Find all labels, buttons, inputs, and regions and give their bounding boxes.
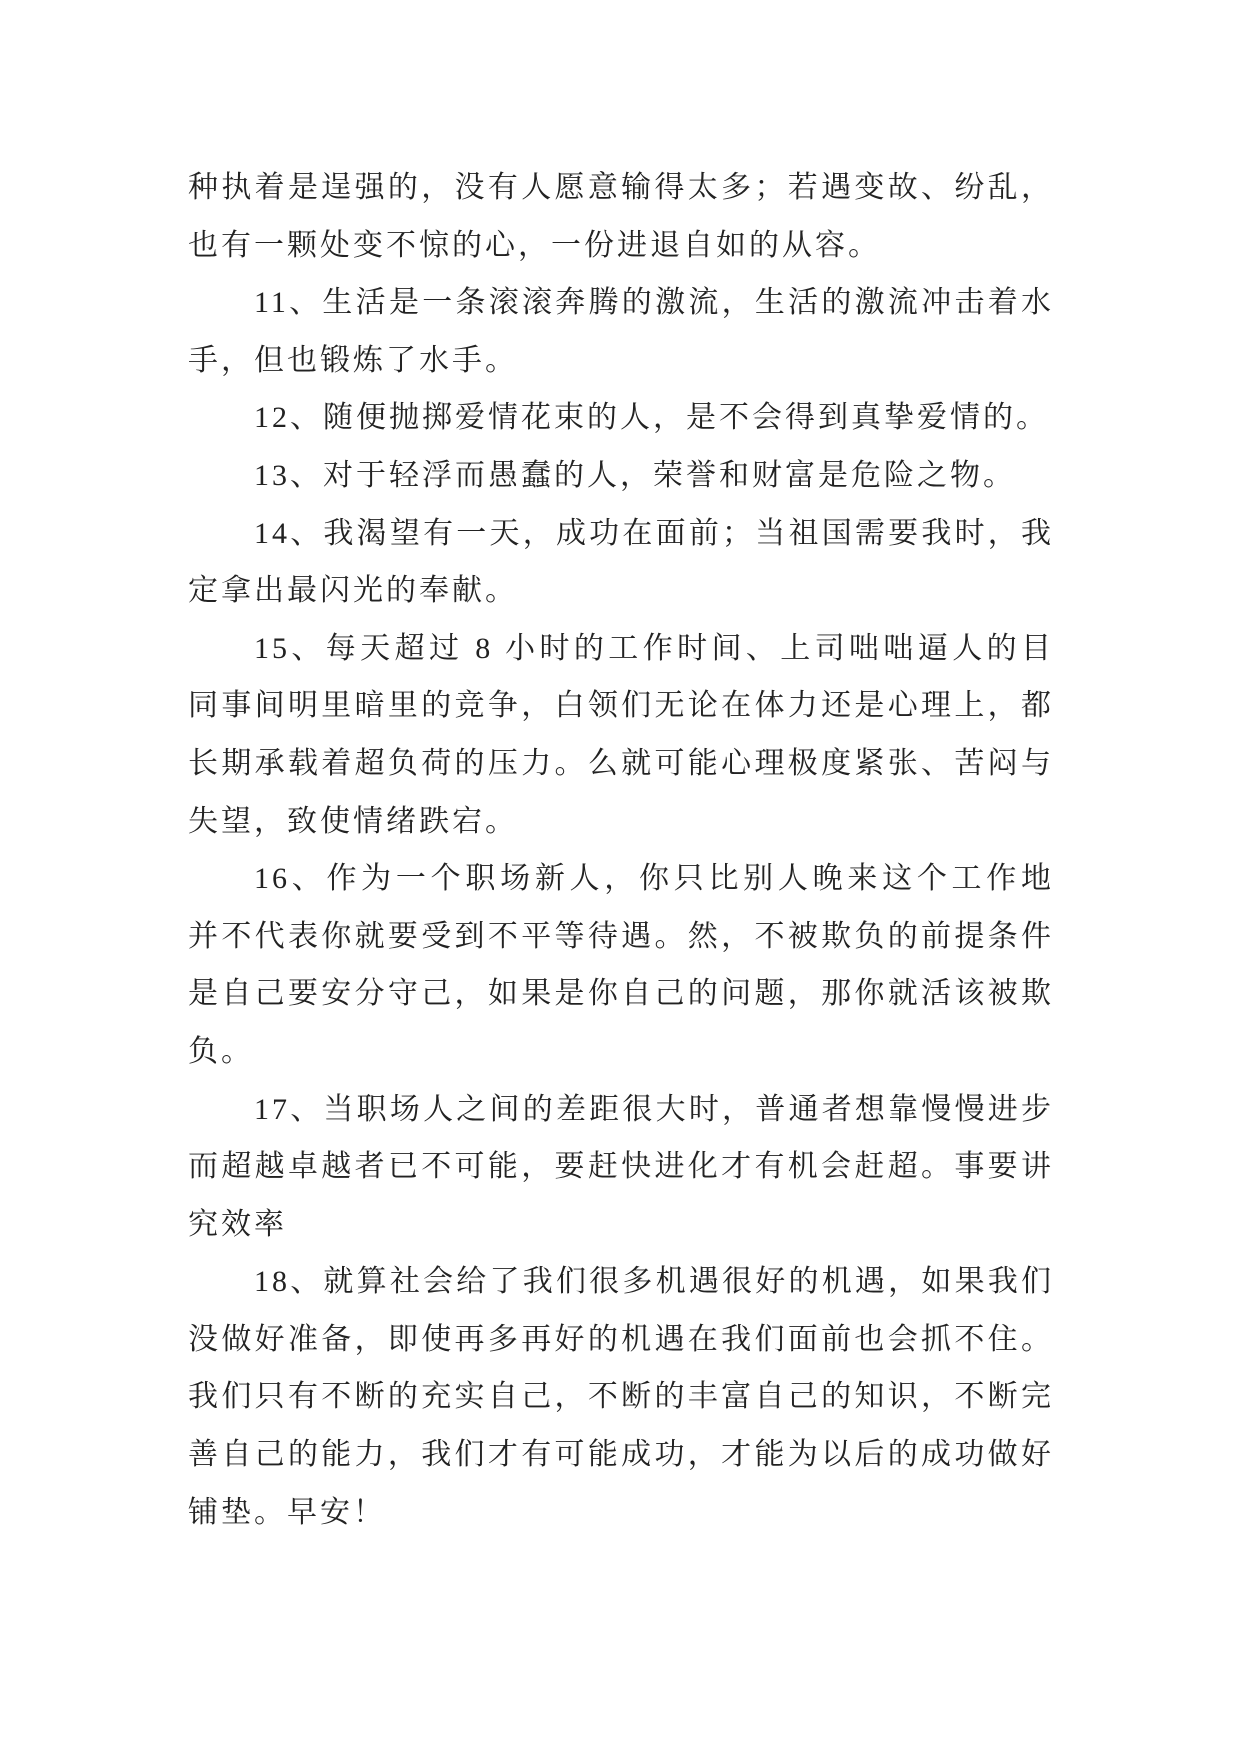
text-line: 定拿出最闪光的奉献。 [188,574,518,608]
paragraph-continued [188,159,1054,274]
text-line: 14、我渴望有一天，成功在面前；当祖国需要我时，我 [254,516,1054,550]
paragraph-13 [188,447,1054,505]
text-line: 并不代表你就要受到不平等待遇。然，不被欺负的前提条件 [188,919,1054,953]
text-line: 17、当职场人之间的差距很大时，普通者想靠慢慢进步 [254,1092,1054,1126]
paragraph-12 [188,389,1054,447]
text-line: 铺垫。早安！ [188,1495,386,1529]
text-line: 11、生活是一条滚滚奔腾的激流，生活的激流冲击着水 [254,286,1054,320]
text-line: 16、作为一个职场新人，你只比别人晚来这个工作地 [254,862,1054,896]
paragraph-15 [188,620,1054,850]
text-line: 13、对于轻浮而愚蠢的人，荣誉和财富是危险之物。 [254,458,1016,492]
text-line: 同事间明里暗里的竞争，白领们无论在体力还是心理上，都 [188,689,1054,723]
paragraph-11 [188,274,1054,389]
paragraph-17 [188,1081,1054,1254]
text-line: 究效率 [188,1207,287,1241]
text-line: 12、随便抛掷爱情花束的人，是不会得到真挚爱情的。 [254,401,1049,435]
text-line: 18、就算社会给了我们很多机遇很好的机遇，如果我们 [254,1265,1054,1299]
document-body [188,159,1054,1541]
paragraph-16 [188,850,1054,1080]
text-line: 善自己的能力，我们才有可能成功，才能为以后的成功做好 [188,1438,1054,1472]
text-line: 而超越卓越者已不可能，要赶快进化才有机会赶超。事要讲 [188,1150,1054,1184]
text-line: 种执着是逞强的，没有人愿意输得太多；若遇变故、纷乱， [188,171,1054,204]
paragraph-18 [188,1253,1054,1541]
paragraph-14 [188,505,1054,620]
text-line: 没做好准备，即使再多再好的机遇在我们面前也会抓不住。 [188,1322,1054,1356]
text-line: 是自己要安分守己，如果是你自己的问题，那你就活该被欺 [188,977,1054,1011]
text-line: 负。 [188,1034,254,1068]
text-line: 失望，致使情绪跌宕。 [188,804,518,838]
text-line: 15、每天超过 8 小时的工作时间、上司咄咄逼人的目 [254,631,1054,665]
text-line: 我们只有不断的充实自己，不断的丰富自己的知识，不断完 [188,1380,1054,1414]
text-line: 手，但也锻炼了水手。 [188,343,518,377]
text-line: 长期承载着超负荷的压力。么就可能心理极度紧张、苦闷与 [188,746,1054,780]
text-line: 也有一颗处变不惊的心，一份进退自如的从容。 [188,228,881,262]
